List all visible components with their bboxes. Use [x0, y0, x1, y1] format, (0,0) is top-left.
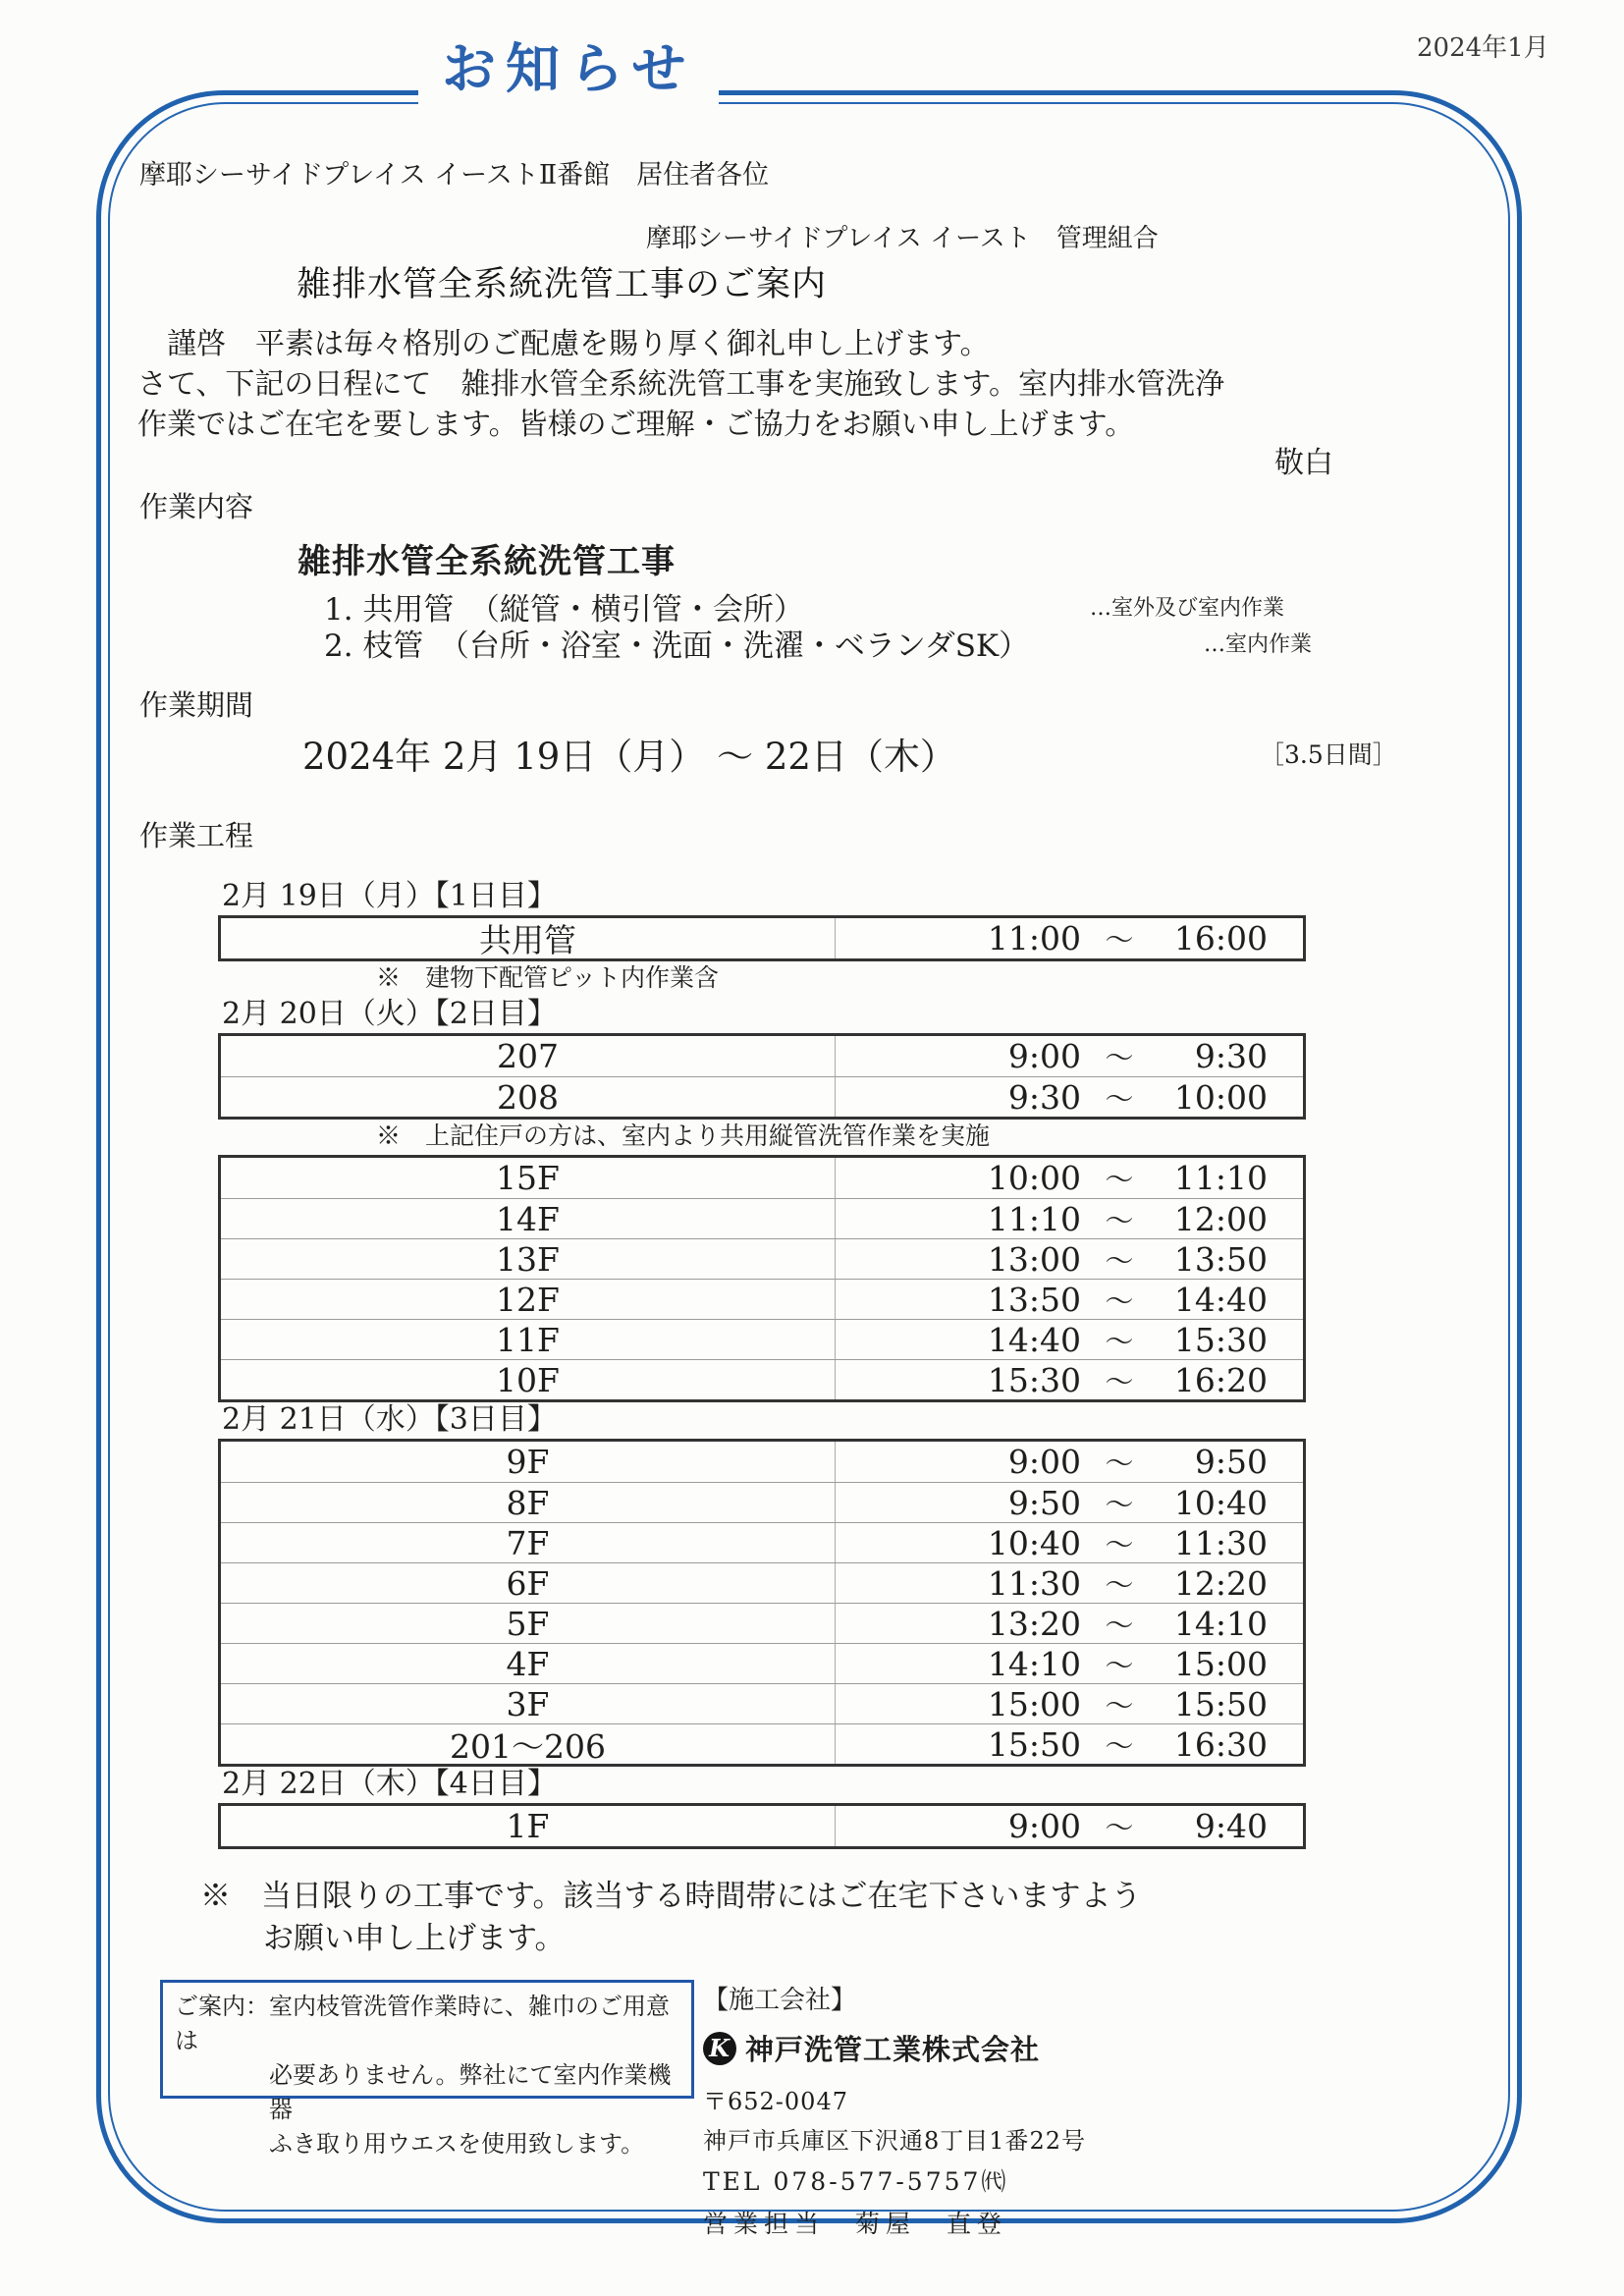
schedule-row	[221, 1806, 1303, 1846]
time-start: 13:50	[987, 1280, 1081, 1319]
section-heading-schedule: 作業工程	[139, 819, 254, 852]
schedule-row	[221, 1562, 1303, 1603]
time-tilde-icon: ～	[1105, 1364, 1134, 1398]
time-end: 14:40	[1173, 1280, 1268, 1319]
greeting-paragraph	[137, 324, 1224, 445]
schedule-day-label: 2月 22日（木）【4日目】	[222, 1767, 557, 1801]
schedule-target-cell: 208	[221, 1077, 836, 1117]
schedule-row	[221, 1198, 1303, 1238]
schedule-time-cell	[836, 1806, 1303, 1846]
work-content-item-2: 2. 枝管 （台所・浴室・洗面・洗濯・ベランダSK）	[324, 629, 1030, 664]
time-start: 15:50	[987, 1724, 1081, 1764]
time-tilde-icon: ～	[1105, 1487, 1134, 1521]
schedule-day-label: 2月 20日（火）【2日目】	[222, 997, 557, 1031]
time-end: 11:30	[1173, 1523, 1268, 1562]
time-start: 11:30	[987, 1563, 1081, 1603]
time-start: 9:50	[1007, 1483, 1081, 1522]
schedule-target-cell: 5F	[221, 1604, 836, 1643]
work-content-title: 雑排水管全系統洗管工事	[298, 542, 676, 581]
time-end: 9:40	[1194, 1807, 1268, 1845]
guidance-line-3: ふき取り用ウエスを使用致します。	[269, 2130, 645, 2158]
recipient-line: 摩耶シーサイドプレイス イーストⅡ番館 居住者各位	[139, 160, 770, 191]
schedule-row	[221, 1482, 1303, 1522]
time-start: 14:10	[987, 1644, 1081, 1683]
time-tilde-icon: ～	[1105, 1648, 1134, 1682]
time-tilde-icon: ～	[1105, 1041, 1134, 1074]
time-tilde-icon: ～	[1105, 923, 1134, 957]
time-end: 13:50	[1173, 1239, 1268, 1279]
schedule-row	[221, 1238, 1303, 1279]
time-tilde-icon: ～	[1105, 1081, 1134, 1116]
schedule-note: ※ 建物下配管ピット内作業含	[376, 963, 720, 992]
time-end: 9:30	[1194, 1037, 1268, 1075]
schedule-target-cell: 8F	[221, 1483, 836, 1522]
time-start: 10:00	[987, 1159, 1081, 1197]
schedule-time-cell	[836, 1360, 1303, 1399]
schedule-target-cell: 201～206	[221, 1724, 836, 1764]
schedule-time-cell	[836, 1077, 1303, 1117]
footer-note-line-2: お願い申し上げます。	[263, 1921, 566, 1956]
schedule-day-label: 2月 21日（水）【3日目】	[222, 1402, 557, 1437]
schedule-time-cell	[836, 1684, 1303, 1723]
time-start: 9:00	[1007, 1807, 1081, 1845]
schedule-table	[218, 1155, 1306, 1402]
schedule-table	[218, 915, 1306, 961]
schedule-target-cell: 207	[221, 1036, 836, 1076]
greeting-line-1: 謹啓 平素は毎々格別のご配慮を賜り厚く御礼申し上げます。	[137, 327, 990, 361]
schedule-row	[221, 1076, 1303, 1117]
time-end: 10:00	[1173, 1077, 1268, 1117]
time-start: 11:10	[987, 1199, 1081, 1238]
schedule-target-cell: 7F	[221, 1523, 836, 1562]
contractor-heading: 【施工会社】	[703, 1986, 857, 2015]
schedule-time-cell	[836, 1442, 1303, 1482]
schedule-target-cell: 14F	[221, 1199, 836, 1238]
footer-note	[200, 1876, 1142, 1960]
time-start: 15:30	[987, 1360, 1081, 1399]
schedule-time-cell	[836, 1563, 1303, 1603]
schedule-time-cell	[836, 1158, 1303, 1198]
schedule-table	[218, 1803, 1306, 1849]
schedule-blocks	[218, 879, 1308, 1849]
issue-date: 2024年1月	[1417, 33, 1549, 63]
work-period-dates: 2024年 2月 19日（月） ～ 22日（木）	[302, 736, 956, 778]
time-start: 13:00	[987, 1239, 1081, 1279]
time-tilde-icon: ～	[1105, 1284, 1134, 1318]
work-content-item-1-note: …室外及び室内作業	[1090, 596, 1285, 621]
section-heading-work-period: 作業期間	[139, 688, 254, 722]
contractor-address: 神戸市兵庫区下沢通8丁目1番22号	[703, 2127, 1087, 2155]
schedule-time-cell	[836, 1199, 1303, 1238]
schedule-row	[221, 1643, 1303, 1683]
time-tilde-icon: ～	[1105, 1811, 1134, 1844]
schedule-row	[221, 1723, 1303, 1764]
guidance-line-2: 必要ありません。弊社にて室内作業機器	[269, 2061, 672, 2123]
schedule-target-cell: 6F	[221, 1563, 836, 1603]
schedule-note: ※ 上記住戸の方は、室内より共用縦管洗管作業を実施	[376, 1121, 991, 1150]
time-tilde-icon: ～	[1105, 1688, 1134, 1722]
schedule-time-cell	[836, 918, 1303, 958]
schedule-time-cell	[836, 1604, 1303, 1643]
contractor-contact: 営業担当 菊屋 直登	[703, 2210, 1008, 2238]
guidance-line-1: ご案内：室内枝管洗管作業時に、雑巾のご用意は	[175, 1993, 670, 2054]
time-tilde-icon: ～	[1105, 1447, 1134, 1480]
time-start: 11:00	[987, 919, 1081, 957]
time-start: 14:40	[987, 1320, 1081, 1359]
section-heading-work-content: 作業内容	[139, 490, 254, 523]
schedule-target-cell: 1F	[221, 1806, 836, 1846]
time-end: 15:30	[1173, 1320, 1268, 1359]
schedule-target-cell: 3F	[221, 1684, 836, 1723]
time-tilde-icon: ～	[1105, 1203, 1134, 1237]
schedule-time-cell	[836, 1280, 1303, 1319]
schedule-row	[221, 1279, 1303, 1319]
work-content-item-2-note: …室内作業	[1204, 632, 1313, 657]
schedule-row	[221, 1319, 1303, 1359]
schedule-target-cell: 13F	[221, 1239, 836, 1279]
schedule-target-cell: 共用管	[221, 918, 836, 958]
time-tilde-icon: ～	[1105, 1567, 1134, 1602]
work-period-duration: ［3.5日間］	[1260, 740, 1397, 769]
schedule-time-cell	[836, 1483, 1303, 1522]
time-end: 16:30	[1173, 1724, 1268, 1764]
schedule-target-cell: 11F	[221, 1320, 836, 1359]
time-tilde-icon: ～	[1105, 1163, 1134, 1196]
time-end: 11:10	[1173, 1159, 1268, 1197]
closing-word: 敬白	[1274, 446, 1333, 480]
time-tilde-icon: ～	[1105, 1324, 1134, 1358]
time-start: 13:20	[987, 1604, 1081, 1643]
schedule-target-cell: 4F	[221, 1644, 836, 1683]
greeting-line-2: さて、下記の日程にて 雑排水管全系統洗管工事を実施致します。室内排水管洗浄	[137, 367, 1224, 402]
schedule-time-cell	[836, 1644, 1303, 1683]
contractor-company-row	[703, 2028, 1086, 2068]
time-end: 15:00	[1173, 1644, 1268, 1683]
contractor-block	[703, 1980, 1086, 2240]
schedule-time-cell	[836, 1523, 1303, 1562]
schedule-row	[221, 1036, 1303, 1076]
time-tilde-icon: ～	[1105, 1608, 1134, 1642]
schedule-row	[221, 1359, 1303, 1399]
schedule-row	[221, 1442, 1303, 1482]
time-end: 12:00	[1173, 1199, 1268, 1238]
time-end: 15:50	[1173, 1684, 1268, 1723]
guidance-box	[160, 1980, 694, 2158]
time-start: 15:00	[987, 1684, 1081, 1723]
time-start: 10:40	[987, 1523, 1081, 1562]
schedule-row	[221, 1158, 1303, 1198]
greeting-line-3: 作業ではご在宅を要します。皆様のご理解・ご協力をお願い申し上げます。	[137, 408, 1135, 442]
time-start: 9:00	[1007, 1037, 1081, 1075]
time-end: 16:00	[1173, 919, 1268, 957]
time-tilde-icon: ～	[1105, 1728, 1134, 1763]
schedule-target-cell: 15F	[221, 1158, 836, 1198]
schedule-time-cell	[836, 1036, 1303, 1076]
contractor-company-name: 神戸洗管工業株式会社	[745, 2033, 1041, 2066]
time-end: 12:20	[1173, 1563, 1268, 1603]
schedule-time-cell	[836, 1724, 1303, 1764]
time-end: 14:10	[1173, 1604, 1268, 1643]
schedule-target-cell: 9F	[221, 1442, 836, 1482]
time-start: 9:00	[1007, 1443, 1081, 1481]
schedule-time-cell	[836, 1320, 1303, 1359]
contractor-postal: 〒652-0047	[703, 2088, 848, 2115]
company-logo-icon: K	[703, 2032, 736, 2065]
schedule-time-cell	[836, 1239, 1303, 1279]
time-start: 9:30	[1007, 1077, 1081, 1117]
time-tilde-icon: ～	[1105, 1527, 1134, 1561]
schedule-table	[218, 1439, 1306, 1767]
document-title: 雑排水管全系統洗管工事のご案内	[297, 265, 828, 304]
time-end: 10:40	[1173, 1483, 1268, 1522]
time-end: 16:20	[1173, 1360, 1268, 1399]
organization-line: 摩耶シーサイドプレイス イースト 管理組合	[646, 224, 1159, 253]
footer-note-line-1: ※ 当日限りの工事です。該当する時間帯にはご在宅下さいますよう	[200, 1879, 1142, 1914]
banner-title: お知らせ	[418, 18, 719, 129]
schedule-target-cell: 10F	[221, 1360, 836, 1399]
schedule-row	[221, 1683, 1303, 1723]
schedule-day-label: 2月 19日（月）【1日目】	[222, 879, 557, 913]
schedule-table	[218, 1033, 1306, 1120]
schedule-row	[221, 918, 1303, 958]
contractor-tel: TEL 078-577-5757㈹	[703, 2167, 1009, 2196]
work-content-item-1: 1. 共用管 （縦管・横引管・会所）	[324, 592, 804, 628]
schedule-row	[221, 1603, 1303, 1643]
time-tilde-icon: ～	[1105, 1243, 1134, 1278]
schedule-target-cell: 12F	[221, 1280, 836, 1319]
time-end: 9:50	[1194, 1443, 1268, 1481]
schedule-row	[221, 1522, 1303, 1562]
